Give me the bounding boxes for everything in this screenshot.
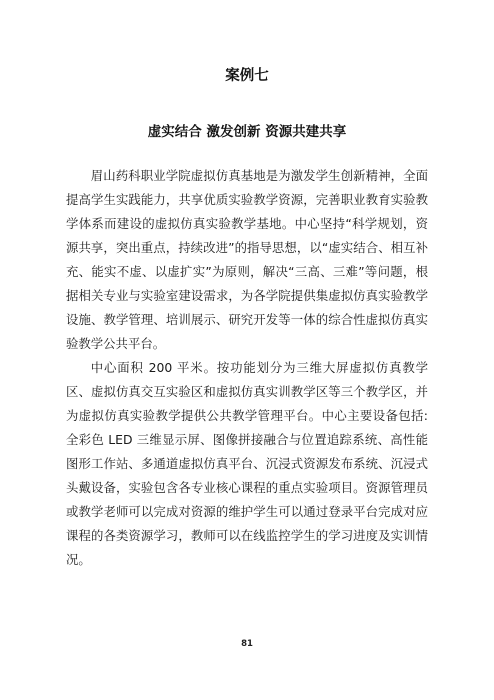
paragraph-1: 眉山药科职业学院虚拟仿真基地是为激发学生创新精神，全面提高学生实践能力，共享优质实验教学资源，完善职业教育实验教学体系而建设的虚拟仿真实验教学基地。中心坚持“科学规划，资源共享，突出重点，持续改进”的指导思想，以“虚实结合、相互补充、能实不虚、以虚扩实”为原则，解决“三高、三难”等问题，根据相关专业与实验室建设需求，为各学院提供集虚拟仿真实验教学设施、教学管理、培训展示、研究开发等一体的综合性虚拟仿真实验教学公共平台。 xyxy=(66,168,428,351)
body-text xyxy=(66,164,428,572)
page-number: 81 xyxy=(241,639,253,649)
case-title: 案例七 xyxy=(225,68,269,84)
section-subtitle: 虚实结合 激发创新 资源共建共享 xyxy=(147,124,347,140)
paragraph-2: 中心面积 200 平米。按功能划分为三维大屏虚拟仿真教学区、虚拟仿真交互实验区和虚拟仿真实训教学区等三个教学区，并为虚拟仿真实验教学提供公共教学管理平台。中心主要设备包括:全彩色 LED 三维显示屏、图像拼接融合与位置追踪系统、高性能图形工作站、多通道虚拟仿真平台、沉浸式资源发布系统、沉浸式头戴设备，实验包含各专业核心课程的重点实验项目。资源管理员或教学老师可以完成对资源的维护学生可以通过登录平台完成对应课程的各类资源学习，教师可以在线监控学生的学习进度及实训情况。 xyxy=(66,360,428,567)
